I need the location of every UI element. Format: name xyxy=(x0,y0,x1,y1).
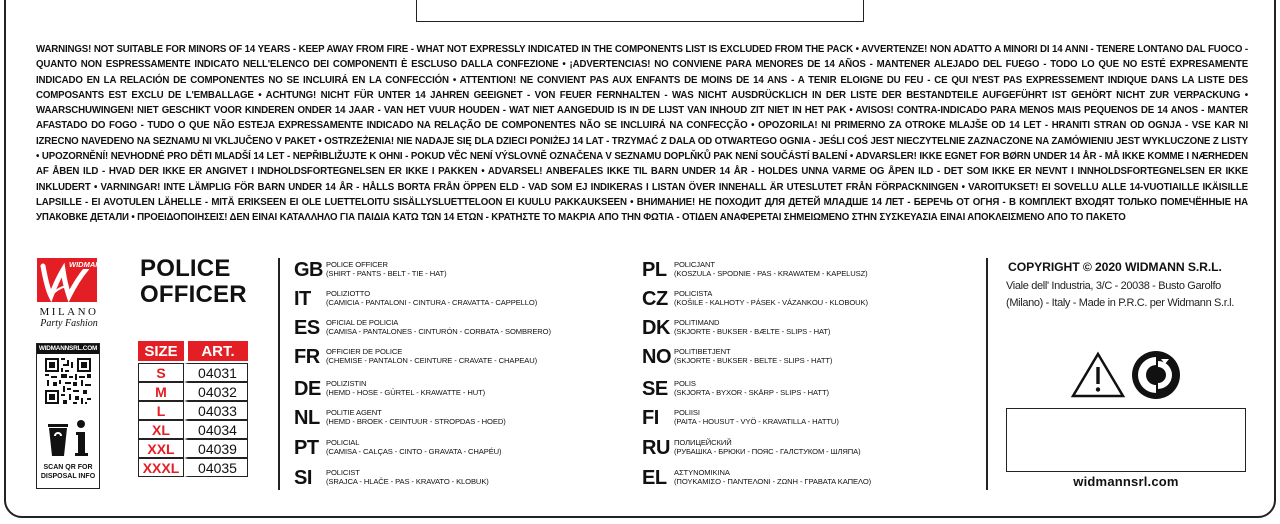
divider-left xyxy=(278,258,280,490)
article-header: ART. xyxy=(184,341,248,361)
language-row-es: ES OFICIAL DE POLICIA (CAMISA - PANTALONES - CINTURÓN - CORBATA - SOMBRERO) xyxy=(294,316,551,339)
language-row-pt: PT POLICIAL (CAMISA - CALÇAS - CINTO - GRAVATA - CHAPÉU) xyxy=(294,436,502,459)
language-row-it: IT POLIZIOTTO (CAMICIA - PANTALONI - CINTURA - CRAVATTA - CAPPELLO) xyxy=(294,287,538,310)
language-row-cz: CZ POLICISTA (KOŠILE - KALHOTY - PÁSEK - VÁZANKOU - KLOBOUK) xyxy=(642,287,868,310)
disposal-bin-info-icon xyxy=(45,418,93,458)
company-address: Viale dell' Industria, 3/C - 20038 - Busto Garolfo (Milano) - Italy - Made in P.R.C. per Widmann S.r.l. xyxy=(1006,280,1234,309)
language-row-gb: GB POLICE OFFICER (SHIRT - PANTS - BELT - TIE - HAT) xyxy=(294,258,447,281)
copyright-notice: COPYRIGHT © 2020 WIDMANN S.R.L. xyxy=(1008,260,1222,274)
size-header: SIZE xyxy=(138,341,184,361)
qr-code-icon[interactable] xyxy=(45,358,91,404)
green-dot-recycling-icon xyxy=(1131,350,1181,400)
size-row: XL 04034 xyxy=(138,420,248,439)
size-row: M 04032 xyxy=(138,382,248,401)
language-row-fr: FR OFFICIER DE POLICE (CHEMISE - PANTALON - CEINTURE - CRAVATE - CHAPEAU) xyxy=(294,345,538,368)
language-row-fi: FI POLIISI (PAITA - HOUSUT - VYÖ - KRAVATILLA - HATTU) xyxy=(642,406,839,429)
language-row-si: SI POLICIST (SRAJCA - HLAČE - PAS - KRAVATO - KLOBUK) xyxy=(294,466,489,489)
size-row: XXXL 04035 xyxy=(138,458,248,477)
language-row-nl: NL POLITIE AGENT (HEMD - BROEK - CEINTUUR - STROPDAS - HOED) xyxy=(294,406,506,429)
divider-right xyxy=(986,258,988,490)
size-row: S 04031 xyxy=(138,363,248,382)
logo-tagline: Party Fashion xyxy=(40,318,98,329)
logo-city: MILANO xyxy=(39,306,99,318)
size-article-table xyxy=(138,341,248,477)
widmann-logo: WIDMANN® MILANO Party Fashion xyxy=(33,258,105,334)
qr-footer: SCAN QR FOR DISPOSAL INFO xyxy=(40,464,96,480)
multilingual-warnings: WARNINGS! NOT SUITABLE FOR MINORS OF 14 YEARS - KEEP AWAY FROM FIRE - WHAT NOT EXPRESSLY INDICATED IN THE COMPONENTS LIST IS EXCLUDED FROM THE PACK • AVVERTENZE! NON ADATTO A MINORI DI 14 ANNI - TENERE LONTANO DAL FUOCO - QUANTO NON ESPRESSAMENTE INDICATO NELL'ELENCO DEI COMPONENTI È ESCLUSO DALLA CONFEZIONE • ¡ADVERTENCIAS! NO CONVIENE PARA MENORES DE 14 AÑOS - MANTENER ALEJADO DEL FUEGO - TODO LO QUE NO ESTÉ EXPRESAMENTE INDICADO EN LA RELACIÓN DE COMPONENTES NO SE INCLUIRÁ EN LA CONFECCIÓN • ATTENTION! NE CONVIENT PAS AUX ENFANTS DE MOINS DE 14 ANS - A TENIR ELOIGNE DU FEU - CE QUI N'EST PAS EXPRESSEMENT INDIQUE DANS LA LISTE DES COMPOSANTS EST EXCLU DE L'EMBALLAGE • ACHTUNG! NICHT FÜR UNTER 14 JAHREN GEEIGNET - VON FEUER FERNHALTEN - WAS NICHT AUSDRÜCKLICH IN DER LISTE DER BESTANDTEILE AUFGEFÜHRT IST GEHÖRT NICHT ZUR VERPACKUNG • WAARSCHUWINGEN! NIET GESCHIKT VOOR KINDEREN ONDER 14 JAAR - VAN HET VUUR HOUDEN - WAT NIET AANGEDUID IS IN DE LIJST VAN INHOUD ZIT NIET IN HET PAK • AVISOS! CONTRA-INDICADO PARA MENOS MAIS PEQUENOS DE 14 ANOS - MANTER AFASTADO DO FOGO - TUDO O QUE NÃO ESTEJA EXPRESSAMENTE INDICADO NA RELAÇÃO DE COMPONENTES NÃO SE INCLUIRÁ NA CONFECÇÃO • OPOZORILA! NI PRIMERNO ZA OTROKE MLAJŠE OD 14 LET - HRANITI STRAN OD OGNJA - VSE KAR NI IZRECNO NAVEDENO NA SEZNAMU NI VKLJUČENO V PAKET • OSTRZEŻENIA! NIE NADAJE SIĘ DLA DZIECI PONIŻEJ 14 LAT - TRZYMAĆ Z DALA OD OTWARTEGO OGNIA - JEŚLI COŚ JEST NIECZYTELNIE ZAZNACZONE NA ZAMÓWIENIU JEST WYKLUCZONE Z LISTY • UPOZORNĚNÍ! NEVHODNÉ PRO DĚTI MLADŠÍ 14 LET - NEPŘIBLIŽUJTE K OHNI - POKUD VĚC NENÍ VÝSLOVNĚ OZNAČENA V SEZNAMU DOPLŇKŮ PAK NENÍ SOUČÁSTÍ BALENÍ • ADVARSLER! IKKE EGNET FOR BØRN UNDER 14 ÅR - MÅ IKKE KOMME I NÆRHEDEN AF ÅBEN ILD - HVAD DER IKKE ER ANGIVET I INDHOLDSFORTEGNELSEN ER IKKE I PAKKEN • ADVARSEL! ANBEFALES IKKE TIL BARN UNDER 14 ÅR - HOLDES UNNA VARME OG ÅPEN ILD - DET SOM IKKE ER NEVNT I INNHOLDSFORTEGNELSEN ER IKKE INKLUDERT • VARNINGAR! INTE LÄMPLIG FÖR BARN UNDER 14 ÅR - HÅLLS BORTA FRÅN ÖPPEN ELD - VAD SOM EJ INDIKERAS I LISTAN ÖVER INNEHALL ÄR UTESLUTET FRÅN FÖRPACKNINGEN • VAROITUKSET! EI SOVELLU ALLE 14-VUOTIAILLE IKÄISILLE LAPSILLE - EI AVOTULEN LÄHELLE - MITÄ ERIKSEEN EI OLE LUETTELOITU SISÄLLYSLUETTELOON EI KUULU PAKKAUKSEEN • ВНИМАНИЕ! НЕ ПОХОДИТ ДЛЯ ДЕТЕЙ МЛАДШЕ 14 ЛЕТ - БЕРЕЧЬ ОТ ОГНЯ - В КОМПЛЕКТ ВХОДЯТ ТОЛЬКО ПОМЕЧЁННЫЕ НА УПАКОВКЕ ДЕТАЛИ • ΠΡΟΕΙΔΟΠΟΙΗΣΕΙΣ! ΔΕΝ ΕΙΝΑΙ ΚΑΤΑΛΛΗΛΟ ΓΙΑ ΠΑΙΔΙΑ ΚΑΤΩ ΤΩΝ 14 ΕΤΩΝ - ΚΡΑΤΗΣΤΕ ΤΟ ΜΑΚΡΙΑ ΑΠΟ ΤΗΝ ΦΩΤΙΑ - ΟΤΙΔΕΝ ΑΝΑΦΕΡΕΤΑΙ ΣΗΜΕΙΩΜΕΝΟ ΣΤΗΝ ΣΥΣΚΕΥΑΣΙΑ ΕΙΝΑΙ ΑΠΟΚΛΕΙΣΜΕΝΟ ΑΠΟ ΤΟ ΠΑΚΕΤΟ xyxy=(36,44,1248,224)
language-row-el: EL ΑΣΤΥΝΟΜΙΚΙΝΑ (ΠΟΥΚΑΜΙΣΟ - ΠΑΝΤΕΛΟΝΙ - ΖΩΝΗ - ΓΡΑΒΑΤΑ ΚΑΠΕΛΟ) xyxy=(642,466,872,489)
language-row-pl: PL POLICJANT (KOSZULA - SPODNIE - PAS - KRAWATEM - KAPELUSZ) xyxy=(642,258,868,281)
language-row-no: NO POLITIBETJENT (SKJORTE - BUKSER - BELTE - SLIPS - HATT) xyxy=(642,345,833,368)
qr-header: WIDMANNSRL.COM xyxy=(38,345,98,352)
size-row: XXL 04039 xyxy=(138,439,248,458)
qr-disposal-block xyxy=(36,343,100,489)
language-row-ru: RU ПОЛИЦЕЙСКИЙ (РУБАШКА - БРЮКИ - ПОЯС - ГАЛСТУКОМ - ШЛЯПА) xyxy=(642,436,861,459)
language-row-de: DE POLIZISTIN (HEMD - HOSE - GÜRTEL - KRAWATTE - HUT) xyxy=(294,377,486,400)
blank-label-box xyxy=(1006,408,1246,472)
language-row-se: SE POLIS (SKJORTA - BYXOR - SKÄRP - SLIPS - HATT) xyxy=(642,377,829,400)
product-title: POLICE OFFICER xyxy=(140,255,247,308)
language-row-dk: DK POLITIMAND (SKJORTE - BUKSER - BÆLTE - SLIPS - HAT) xyxy=(642,316,831,339)
size-row: L 04033 xyxy=(138,401,248,420)
warning-triangle-icon xyxy=(1070,351,1126,399)
logo-brand: WIDMANN xyxy=(69,260,107,269)
website-link[interactable]: widmannsrl.com xyxy=(1073,474,1179,489)
